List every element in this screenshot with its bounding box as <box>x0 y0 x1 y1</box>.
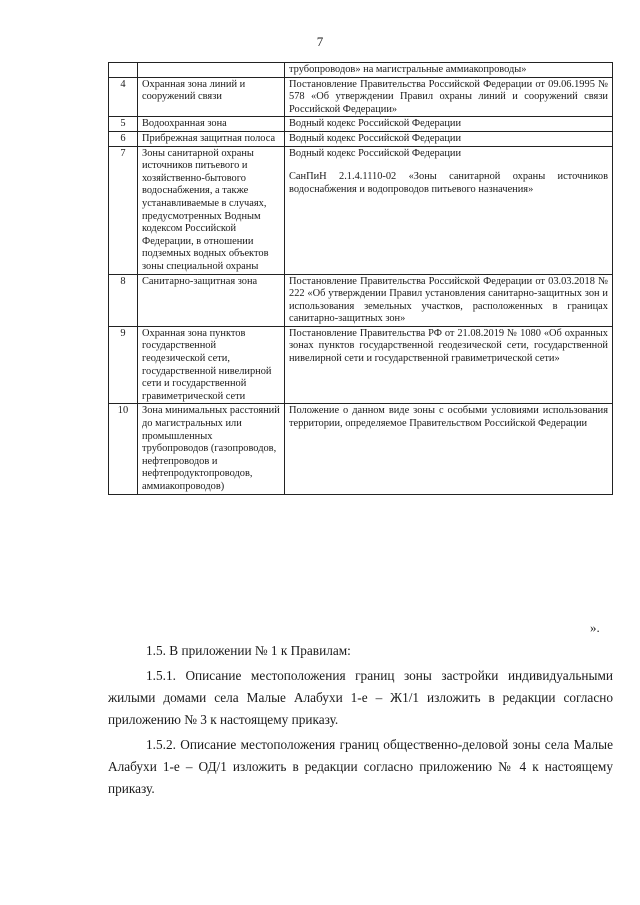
zone-name: Зоны санитарной охраны источников питьевого и хозяйственно-бытового водоснабжения, а также устанавливаемые в случаях, предусмотренных Водным кодексом Российской Федерации, в отношении подземных водных объектов зоны специальной охраны <box>138 146 285 274</box>
table-row <box>109 146 613 274</box>
legal-basis <box>285 63 613 78</box>
table-row <box>109 63 613 78</box>
legal-basis <box>285 146 613 274</box>
row-number <box>109 63 138 78</box>
table-row <box>109 117 613 132</box>
legal-document: СанПиН 2.1.4.1110-02 «Зоны санитарной охраны источников водоснабжения и водопроводов питьевого назначения» <box>289 171 608 195</box>
row-number: 6 <box>109 131 138 146</box>
row-number: 10 <box>109 404 138 494</box>
legal-document: Положение о данном виде зоны с особыми условиями использования территории, определяемое Правительством Российской Федерации <box>289 405 608 430</box>
zone-name: Зона минимальных расстояний до магистральных или промышленных трубопроводов (газопроводов, нефтепроводов и нефтепродуктопроводов, аммиакопроводов) <box>138 404 285 494</box>
legal-basis <box>285 404 613 494</box>
legal-document: Водный кодекс Российской Федерации <box>289 132 462 144</box>
zone-name: Прибрежная защитная полоса <box>138 131 285 146</box>
zone-name: Охранная зона пунктов государственной геодезической сети, государственной нивелирной сети и государственной гравиметрической сети <box>138 326 285 404</box>
closing-quote: ». <box>590 620 600 635</box>
table-row <box>109 77 613 117</box>
legal-basis <box>285 326 613 404</box>
paragraph-1-5-1: 1.5.1. Описание местоположения границ зоны застройки индивидуальными жилыми домами села Малые Алабухи 1-е – Ж1/1 изложить в редакции согласно приложению № 3 к настоящему приказу. <box>108 668 613 727</box>
row-number: 7 <box>109 146 138 274</box>
legal-document: трубопроводов» на магистральные аммиакопроводы» <box>289 64 527 75</box>
legal-basis <box>285 274 613 326</box>
legal-document: Постановление Правительства Российской Федерации от 03.03.2018 № 222 «Об утверждении Правил установления санитарно-защитных зон и использования земельных участков, расположенных в границах санитарно-защитных зон» <box>289 275 608 325</box>
zone-name: Санитарно-защитная зона <box>138 274 285 326</box>
table-row <box>109 131 613 146</box>
paragraph-1-5-2: 1.5.2. Описание местоположения границ общественно-деловой зоны села Малые Алабухи 1-е – ОД/1 изложить в редакции согласно приложению № 4 к настоящему приказу. <box>108 737 613 796</box>
legal-document: Постановление Правительства РФ от 21.08.2019 № 1080 «Об охранных зонах пунктов государственной геодезической сети, государственной нивелирной сети и государственной гравиметрической сети» <box>289 327 608 365</box>
row-number: 9 <box>109 326 138 404</box>
legal-basis <box>285 117 613 132</box>
table-row <box>109 326 613 404</box>
legal-document: Постановление Правительства Российской Федерации от 09.06.1995 № 578 «Об утверждении Правил охраны линий и сооружений связи Российской Федерации» <box>289 78 608 115</box>
zone-name <box>138 63 285 78</box>
zones-table-body <box>109 63 613 495</box>
table-row <box>109 404 613 494</box>
legal-document: Водный кодекс Российской Федерации <box>289 147 462 159</box>
zone-name: Водоохранная зона <box>138 117 285 132</box>
legal-document: Водный кодекс Российской Федерации <box>289 118 462 130</box>
page-number: 7 <box>316 34 324 49</box>
zones-table <box>108 62 613 495</box>
row-number: 4 <box>109 77 138 117</box>
zone-name: Охранная зона линий и сооружений связи <box>138 77 285 117</box>
paragraph-1-5: 1.5. В приложении № 1 к Правилам: <box>146 643 351 658</box>
table-row <box>109 274 613 326</box>
legal-basis <box>285 77 613 117</box>
legal-basis <box>285 131 613 146</box>
row-number: 5 <box>109 117 138 132</box>
row-number: 8 <box>109 274 138 326</box>
